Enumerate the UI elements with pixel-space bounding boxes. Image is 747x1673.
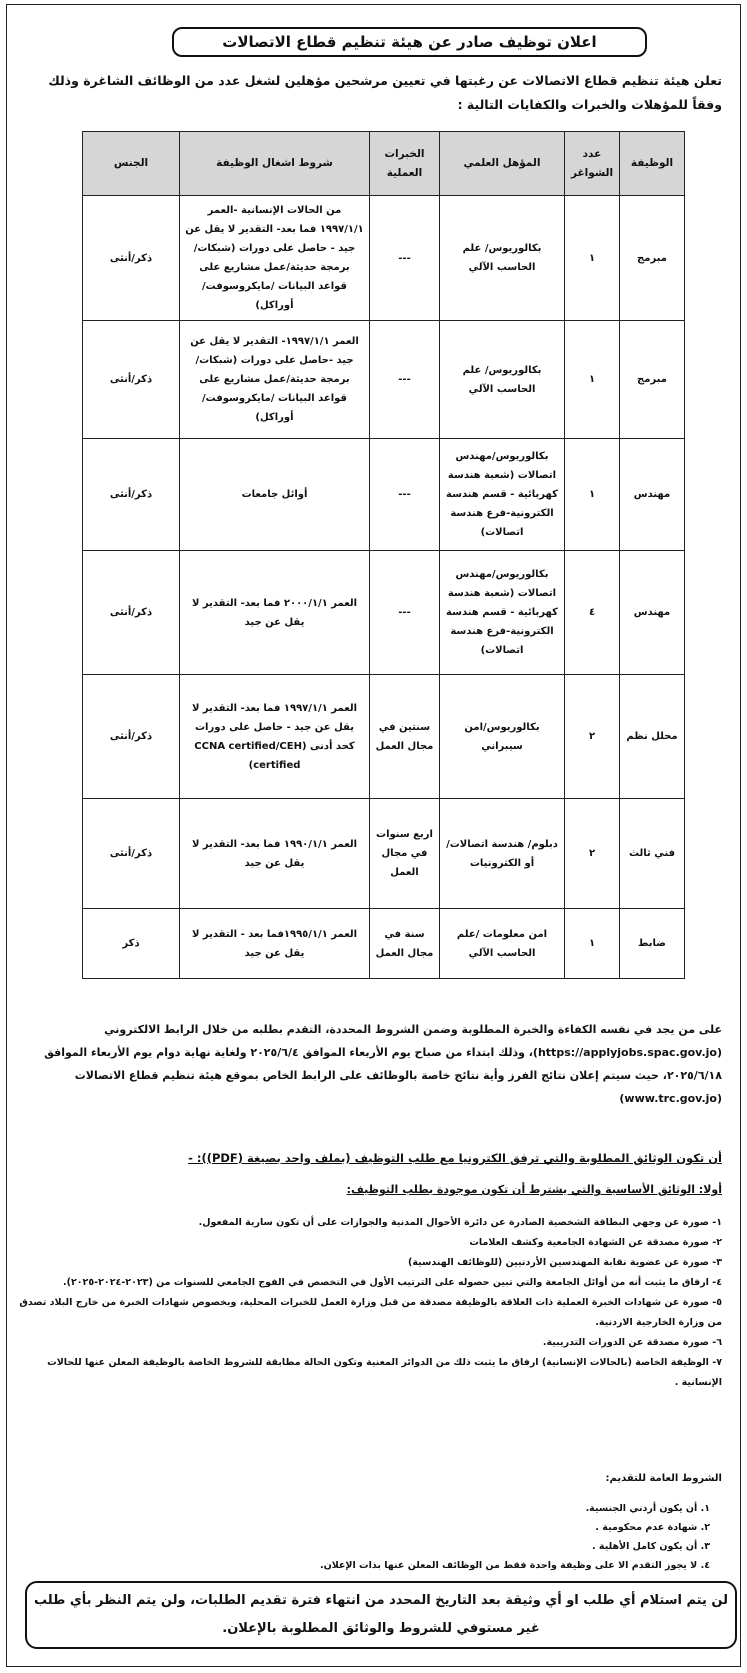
basic-documents-heading: أولا: الوثائق الأساسية والتي يشترط أن تكون موجودة بطلب التوظيف: (346, 1183, 722, 1196)
cell-count: ٢ (565, 799, 620, 909)
cell-qualification: دبلوم/ هندسة اتصالات/ أو الكترونيات (440, 799, 565, 909)
cell-qualification: بكالوريوس/ علم الحاسب الآلي (440, 196, 565, 321)
cell-title: مبرمج (620, 196, 685, 321)
list-item: ٤- ارفاق ما يثبت أنه من أوائل الجامعة والتي تبين حصوله على الترتيب الأول في التخصص في الفوج الجامعي للسنوات من (٢٠٢٣-٢٠٢٤-٢٠٢٥). (63, 1277, 722, 1288)
cell-title: ضابط (620, 909, 685, 979)
list-item: ٢- صورة مصدقة عن الشهادة الجامعية وكشف العلامات (469, 1237, 722, 1248)
cell-experience: --- (370, 196, 440, 321)
table-row (83, 675, 685, 799)
list-item: ١. أن يكون أردني الجنسية. (585, 1503, 710, 1514)
cell-title: فني ثالث (620, 799, 685, 909)
table-row (83, 321, 685, 439)
documents-list (7, 1213, 722, 1393)
header-title: الوظيفة (620, 132, 685, 196)
cell-conditions: العمر ١٩٩٠/١/١ فما بعد- التقدير لا يقل عن جيد (180, 799, 370, 909)
list-item: ١- صورة عن وجهي البطاقة الشخصية الصادرة عن دائرة الأحوال المدنية والجوازات على أن تكون سارية المفعول. (198, 1217, 722, 1228)
general-conditions-heading: الشروط العامة للتقديم: (605, 1473, 722, 1484)
table-row (83, 909, 685, 979)
table-row (83, 439, 685, 551)
cell-experience: اربع سنوات في مجال العمل (370, 799, 440, 909)
cell-gender: ذكر/أنثى (83, 551, 180, 675)
cell-conditions: من الحالات الإنسانية -العمر ١٩٩٧/١/١ فما بعد- التقدير لا يقل عن جيد - حاصل على دورات (شبكات/برمجة حديثة/عمل مشاريع على قواعد البيانات /مايكروسوفت/أوراكل) (180, 196, 370, 321)
cell-gender: ذكر/أنثى (83, 439, 180, 551)
list-item: ٢. شهادة عدم محكومية . (595, 1522, 710, 1533)
header-experience: الخبرات العملية (370, 132, 440, 196)
cell-title: مهندس (620, 439, 685, 551)
cell-conditions: العمر ٢٠٠٠/١/١ فما بعد- التقدير لا يقل عن جيد (180, 551, 370, 675)
cell-experience: --- (370, 551, 440, 675)
jobs-table (82, 131, 685, 979)
cell-qualification: بكالوريوس/ علم الحاسب الآلي (440, 321, 565, 439)
intro-paragraph: تعلن هيئة تنظيم قطاع الاتصالات عن رغبتها في تعيين مرشحين مؤهلين لشغل عدد من الوظائف الشاغرة وذلك وفقاً للمؤهلات والخبرات والكفايات التالية : (48, 73, 722, 112)
cell-gender: ذكر/أنثى (83, 675, 180, 799)
cell-count: ٢ (565, 675, 620, 799)
list-item: ٦- صورة مصدقة عن الدورات التدريبية. (542, 1337, 722, 1348)
cell-count: ١ (565, 321, 620, 439)
cell-conditions: العمر ١٩٩٥/١/١فما بعد - التقدير لا يقل عن جيد (180, 909, 370, 979)
list-item: ٧- الوظيفة الخاصة (بالحالات الإنسانية) ارفاق ما يثبت ذلك من الدوائر المعنية وتكون الحالة مطابقة للشروط الخاصة بالوظيفة المعلن عنها للحالات الإنسانية . (47, 1357, 722, 1388)
cell-qualification: بكالوريوس/مهندس اتصالات (شعبة هندسة كهربائية - قسم هندسة الكترونية-فرع هندسة اتصالات) (440, 439, 565, 551)
cell-title: مبرمج (620, 321, 685, 439)
cell-count: ١ (565, 196, 620, 321)
cell-title: مهندس (620, 551, 685, 675)
table-header-row (83, 132, 685, 196)
cell-title: محلل نظم (620, 675, 685, 799)
general-conditions-list (110, 1499, 710, 1575)
table-row (83, 196, 685, 321)
list-item: ٣- صورة عن عضوية نقابة المهندسين الأردنيين (للوظائف الهندسية) (408, 1257, 722, 1268)
cell-qualification: بكالوريوس/مهندس اتصالات (شعبة هندسة كهربائية - قسم هندسة الكترونية-فرع هندسة اتصالات) (440, 551, 565, 675)
cell-gender: ذكر/أنثى (83, 799, 180, 909)
document-page (6, 4, 741, 1667)
cell-experience: --- (370, 439, 440, 551)
cell-experience: سنة في مجال العمل (370, 909, 440, 979)
table-row (83, 551, 685, 675)
cell-gender: ذكر/أنثى (83, 196, 180, 321)
cell-qualification: بكالوريوس/امن سيبراني (440, 675, 565, 799)
list-item: ٤. لا يجوز التقدم الا على وظيفة واحدة فقط من الوظائف المعلن عنها بذات الإعلان. (319, 1560, 710, 1571)
header-gender: الجنس (83, 132, 180, 196)
announcement-title: اعلان توظيف صادر عن هيئة تنظيم قطاع الاتصالات (172, 27, 647, 57)
cell-count: ١ (565, 909, 620, 979)
cell-experience: --- (370, 321, 440, 439)
table-row (83, 799, 685, 909)
deadline-notice: لن يتم استلام أي طلب او أي وثيقة بعد التاريخ المحدد من انتهاء فترة تقديم الطلبات، ولن يتم النظر بأي طلب غير مستوفي للشروط والوثائق المطلوبة بالإعلان. (25, 1581, 737, 1649)
header-qualification: المؤهل العلمي (440, 132, 565, 196)
header-count: عدد الشواغر (565, 132, 620, 196)
documents-heading: أن تكون الوثائق المطلوبة والتي ترفق الكترونيا مع طلب التوظيف (بملف واحد بصيغة (PDF)): - (188, 1151, 722, 1165)
list-item: ٥- صورة عن شهادات الخبرة العملية ذات العلاقة بالوظيفة مصدقة من قبل وزارة العمل للخبرات المحلية، وبخصوص شهادات الخبرة من خارج البلاد تصدق من وزارة الخارجية الاردنية. (19, 1297, 722, 1328)
cell-conditions: العمر ١٩٩٧/١/١- التقدير لا يقل عن جيد -حاصل على دورات (شبكات/برمجة حديثة/عمل مشاريع على قواعد البيانات /مايكروسوفت/أوراكل) (180, 321, 370, 439)
cell-gender: ذكر (83, 909, 180, 979)
cell-experience: سنتين في مجال العمل (370, 675, 440, 799)
cell-count: ١ (565, 439, 620, 551)
cell-qualification: امن معلومات /علم الحاسب الآلي (440, 909, 565, 979)
header-conditions: شروط اشغال الوظيفة (180, 132, 370, 196)
list-item: ٣. أن يكون كامل الأهلية . (592, 1541, 710, 1552)
application-instructions: على من يجد في نفسه الكفاءة والخبرة المطلوبة وضمن الشروط المحددة، التقدم بطلبه من خلال الرابط الالكتروني (https://applyjobs.spac.gov.jo)، وذلك ابتداء من صباح يوم الأربعاء الموافق ٢٠٢٥/٦/٤ ولغاية نهاية دوام يوم الأربعاء الموافق ٢٠٢٥/٦/١٨، حيث سيتم إعلان نتائج الفرز وأية نتائج خاصة بالوظائف على الرابط الخاص بموقع هيئة تنظيم قطاع الاتصالات (www.trc.gov.jo) (44, 1023, 722, 1105)
cell-conditions: العمر ١٩٩٧/١/١ فما بعد- التقدير لا يقل عن جيد - حاصل على دورات كحد أدنى (CCNA certified/CEH certified) (180, 675, 370, 799)
cell-gender: ذكر/أنثى (83, 321, 180, 439)
cell-count: ٤ (565, 551, 620, 675)
cell-conditions: أوائل جامعات (180, 439, 370, 551)
